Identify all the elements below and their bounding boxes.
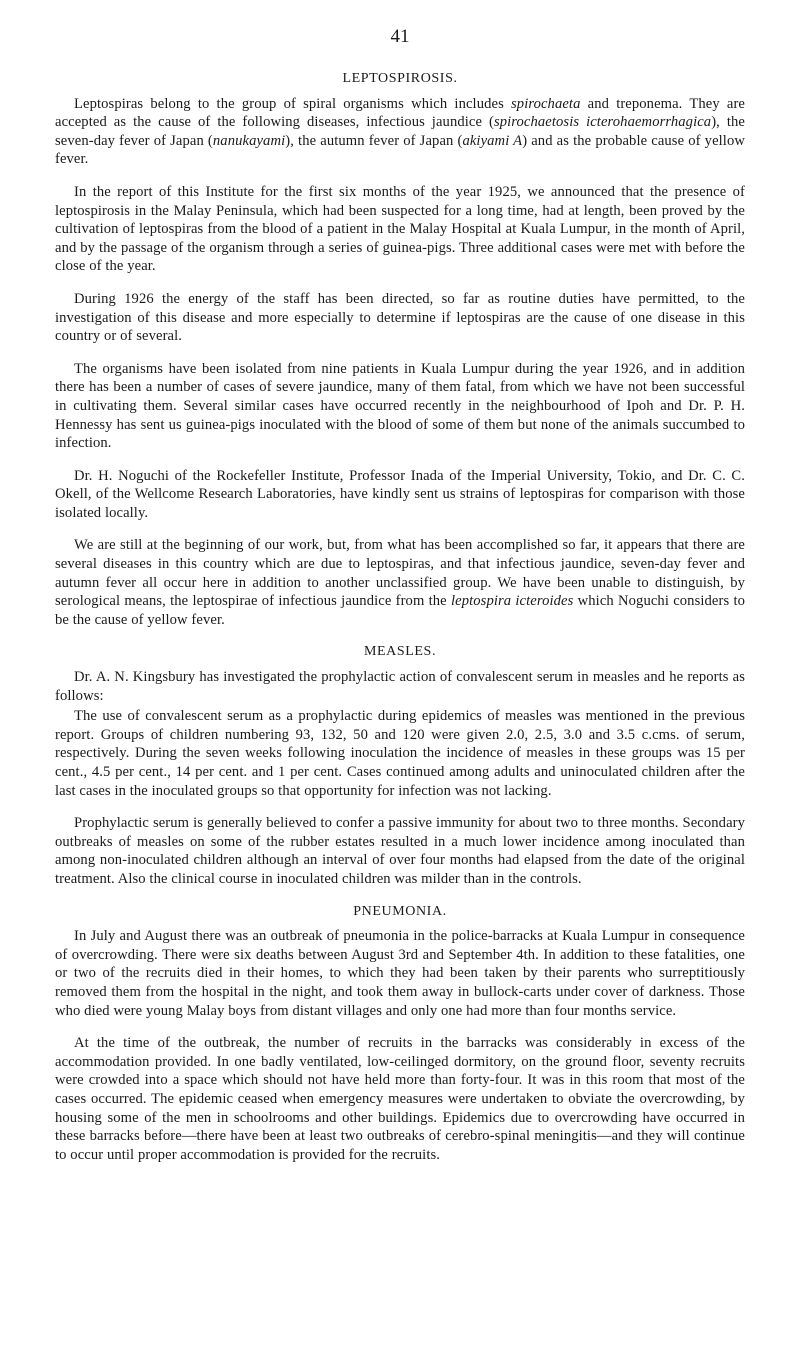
text-run: During 1926 the energy of the staff has been directed, so far as routine duties have permitted, to the investigation of this disease and more especially to determine if leptospiras are the cause of one disease in this country or of several. [55, 290, 745, 345]
page-number: 41 [390, 26, 410, 47]
text-run: We are still at the beginning of our work, but, from what has been accomplished so far, it appears that there are several diseases in this country which are due to leptospiras, and that infectious jaundice, seven-day fever and autumn fever all occur here in addition to another unclassified group. We have been unable to distinguish, by serological means, the leptospirae of infectious jaundice from the [55, 537, 745, 610]
text-run: The use of convalescent serum as a prophylactic during epidemics of measles was mentioned in the previous report. Groups of children numbering 93, 132, 50 and 120 were given 2.0, 2.5, 3.0 and 3.5 c.cms. of serum, respectively. During the seven weeks following inoculation the incidence of measles in these groups was 15 per cent., 4.5 per cent., 14 per cent. and 1 per cent. Cases continued among adults and uninoculated children after the last cases in the inoculated groups so that opportunity for infection was not lacking. [55, 708, 745, 799]
text-run: The organisms have been isolated from nine patients in Kuala Lumpur during the year 1926, and in addition there has been a number of cases of severe jaundice, many of them fatal, from which we have not been successful in cultivating them. Several similar cases have occurred recently in the neighbourhood of Ipoh and Dr. P. H. Hennessy has sent us guinea-pigs inoculated with the blood of some of them but none of the animals succumbed to infection. [55, 360, 745, 452]
italic-term: nanukayami [212, 132, 286, 149]
paragraph [55, 360, 745, 453]
section-leptospirosis [55, 70, 745, 629]
italic-term: spirochaeta [511, 95, 581, 112]
italic-term: leptospira icteroides [450, 593, 574, 610]
text-run: Prophylactic serum is generally believed to confer a passive immunity for about two to three months. Secondary outbreaks of measles on some of the rubber estates resulted in a much lower incidence among inoculated than among non-inoculated children although an interval of over four months had elapsed from the date of the original treatment. Also the clinical course in inoculated children was milder than in the controls. [55, 815, 745, 887]
paragraph [55, 536, 745, 629]
text-run: At the time of the outbreak, the number of recruits in the barracks was considerably in excess of the accommodation provided. In one badly ventilated, low-ceilinged dormitory, on the ground floor, seventy recruits were crowded into a space which should not have held more than forty-four. It was in this room that most of the cases occurred. The epidemic ceased when emergency measures were undertaken to obviate the overcrowding, by housing some of the men in schoolrooms and other buildings. Epidemics due to overcrowding have occurred in these barracks before—there have been at least two outbreaks of cerebro-spinal meningitis—and they will continue to occur until proper accommodation is provided for the recruits. [55, 1035, 745, 1163]
paragraph [55, 707, 745, 800]
paragraph [55, 814, 745, 888]
text-run: Dr. A. N. Kingsbury has investigated the prophylactic action of convalescent serum in measles and he reports as follows: [55, 669, 745, 704]
section-pneumonia [55, 903, 745, 1165]
paragraph [55, 927, 745, 1020]
paragraph [55, 183, 745, 276]
document-body [55, 70, 745, 1178]
text-run: and treponema. They are accepted as the cause of the following diseases, infectious jaundice ( [55, 95, 745, 131]
text-run: Dr. H. Noguchi of the Rockefeller Institute, Professor Inada of the Imperial University, Tokio, and Dr. C. C. Okell, of the Wellcome Research Laboratories, have kindly sent us strains of leptospiras for comparison with those isolated locally. [55, 467, 745, 521]
text-run: ), the autumn fever of Japan ( [285, 132, 463, 149]
paragraph [55, 668, 745, 705]
text-run: In the report of this Institute for the first six months of the year 1925, we announced that the presence of leptospirosis in the Malay Peninsula, which had been suspected for a long time, had at length, been proved by the cultivation of leptospiras from the blood of a patient in the Malay Hospital at Kuala Lumpur, in the month of April, and by the passage of the organism through a series of guinea-pigs. Three additional cases were met with before the close of the year. [55, 183, 745, 275]
section-heading: LEPTOSPIROSIS. [342, 71, 458, 86]
text-run: Leptospiras belong to the group of spiral organisms which includes [74, 95, 512, 112]
text-run: In July and August there was an outbreak of pneumonia in the police-barracks at Kuala Lumpur in consequence of overcrowding. There were six deaths between August 3rd and September 4th. In addition to these fatalities, one or two of the recruits died in their homes, to which they had been taken by their parents who surreptitiously removed them from the hospital in the night, and took them away in bullock-carts under cover of darkness. Those who died were young Malay boys from distant villages and only one had more than four months service. [55, 928, 745, 1019]
text-run: ), the seven-day fever of Japan ( [55, 114, 745, 149]
text-run: which Noguchi considers to be the cause of yellow fever. [55, 593, 745, 628]
italic-term: spirochaetosis icterohaemorrhagica [493, 114, 712, 131]
section-heading: MEASLES. [363, 644, 437, 660]
italic-term: akiyami A [462, 132, 523, 149]
section-heading: PNEUMONIA. [353, 903, 447, 919]
text-run: ) and as the probable cause of yellow fever. [55, 132, 745, 168]
paragraph [55, 95, 745, 169]
paragraph [55, 467, 745, 523]
paragraph [55, 290, 745, 346]
section-measles [55, 643, 745, 888]
paragraph [55, 1034, 745, 1164]
